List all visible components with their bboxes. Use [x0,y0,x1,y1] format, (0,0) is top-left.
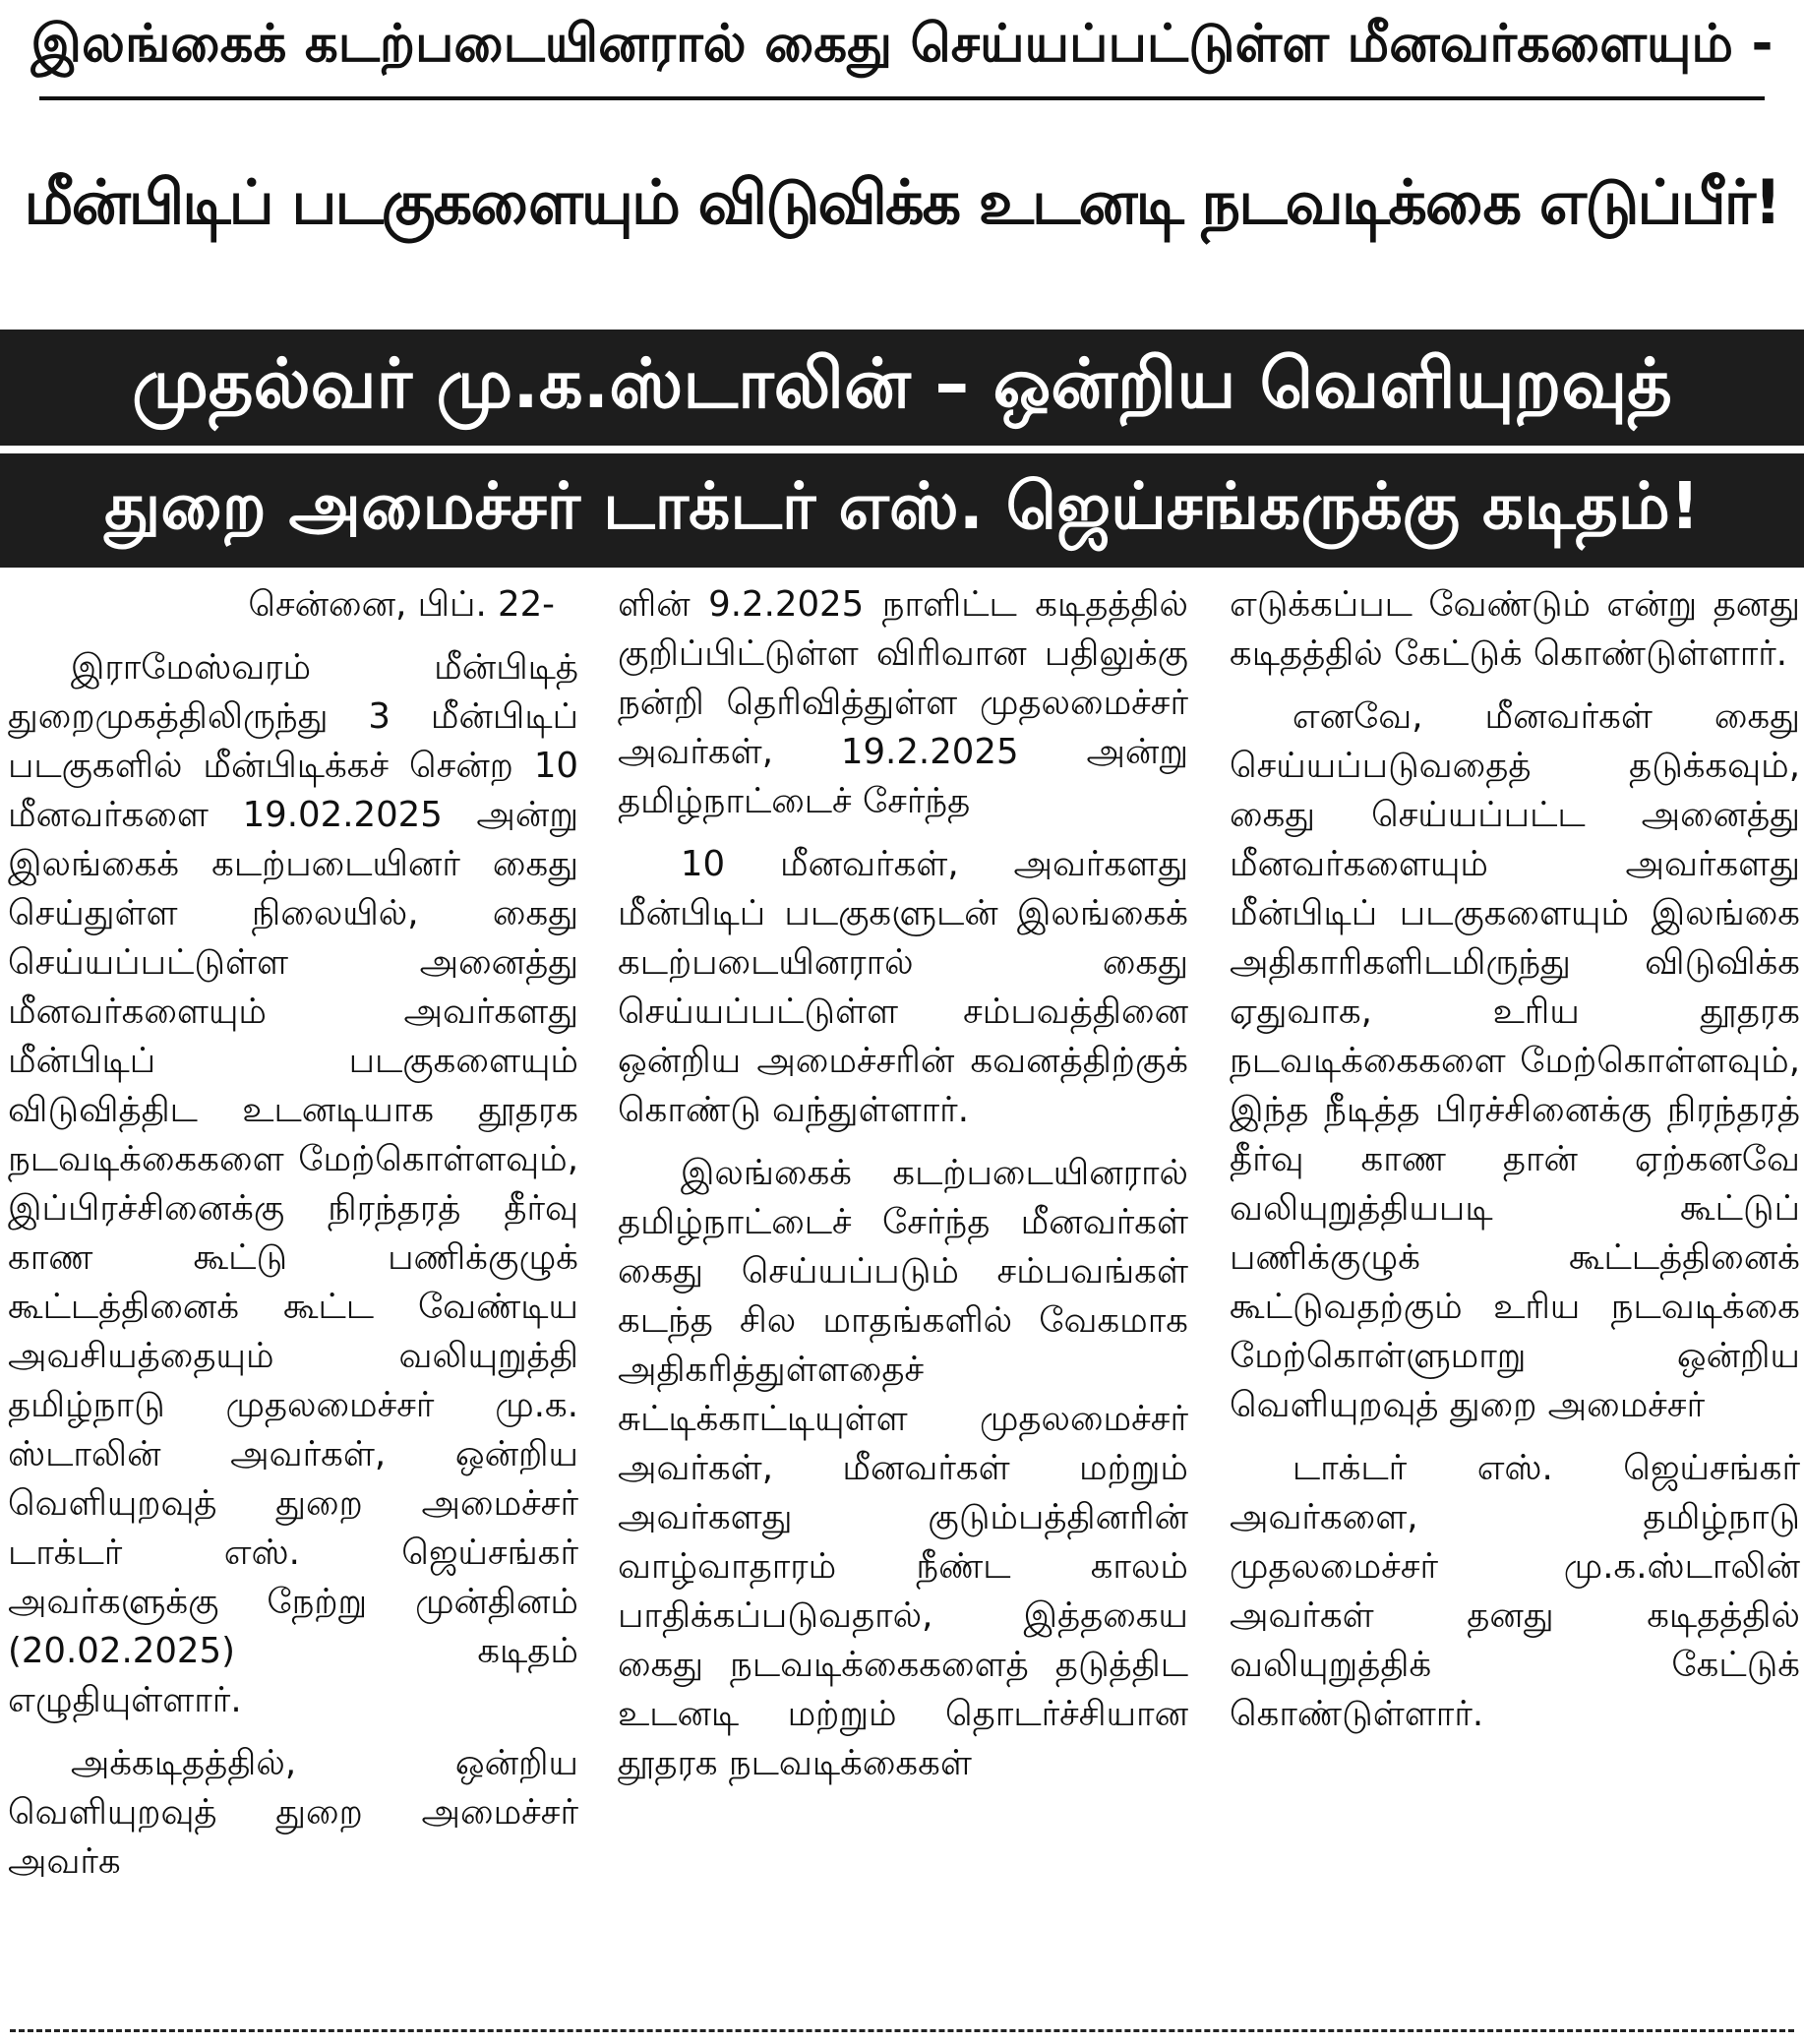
article-paragraph: 10 மீனவர்கள், அவர்களது மீன்பிடிப் படகுகளுடன் இலங்கைக் கடற்படையினரால் கைது செய்யப்பட்டுள்ள சம்பவத்தினை ஒன்றிய அமைச்சரின் கவனத்திற்குக் கொண்டு வந்துள்ளார். [618,844,1188,1130]
kicker-headline: இலங்கைக் கடற்படையினரால் கைது செய்யப்பட்டுள்ள மீனவர்களையும் - [30,14,1774,74]
article-paragraph: அக்கடிதத்தில், ஒன்றிய வெளியுறவுத் துறை அமைச்சர் அவர்க [8,1743,578,1882]
article-paragraph: இலங்கைக் கடற்படையினரால் தமிழ்நாட்டைச் சேர்ந்த மீனவர்கள் கைது செய்யப்படும் சம்பவங்கள் கடந்த சில மாதங்களில் வேகமாக அதிகரித்துள்ளதைச் சுட்டிக்காட்டியுள்ள முதலமைச்சர் அவர்கள், மீனவர்கள் மற்றும் அவர்களது குடும்பத்தினரின் வாழ்வாதாரம் நீண்ட காலம் பாதிக்கப்படுவதால், இத்தகைய கைது நடவடிக்கைகளைத் தடுத்திட உடனடி மற்றும் தொடர்ச்சியான தூதரக நடவடிக்கைகள் [618,1153,1188,1783]
main-headline: மீன்பிடிப் படகுகளையும் விடுவிக்க உடனடி நடவடிக்கை எடுப்பீர்! [24,166,1780,238]
article-paragraph: எடுக்கப்பட வேண்டும் என்று தனது கடிதத்தில் கேட்டுக் கொண்டுள்ளார். [1230,584,1800,674]
article-paragraph: இராமேஸ்வரம் மீன்பிடித் துறைமுகத்திலிருந்து 3 மீன்பிடிப் படகுகளில் மீன்பிடிக்கச் சென்ற 10 மீனவர்களை 19.02.2025 அன்று இலங்கைக் கடற்படையினர் கைது செய்துள்ள நிலையில், கைது செய்யப்பட்டுள்ள அனைத்து மீனவர்களையும் அவர்களது மீன்பிடிப் படகுகளையும் விடுவித்திட உடனடியாக தூதரக நடவடிக்கைகளை மேற்கொள்ளவும், இப்பிரச்சினைக்கு நிரந்தரத் தீர்வு காண கூட்டு பணிக்குழுக் கூட்டத்தினைக் கூட்ட வேண்டிய அவசியத்தையும் வலியுறுத்தி தமிழ்நாடு முதலமைச்சர் மு.க. ஸ்டாலின் அவர்கள், ஒன்றிய வெளியுறவுத் துறை அமைச்சர் டாக்டர் எஸ். ஜெய்சங்கர் அவர்களுக்கு நேற்று முன்தினம் (20.02.2025) கடிதம் எழுதியுள்ளார். [8,647,578,1720]
article-paragraph: டாக்டர் எஸ். ஜெய்சங்கர் அவர்களை, தமிழ்நாடு முதலமைச்சர் மு.க.ஸ்டாலின் அவர்கள் தனது கடிதத்தில் வலியுறுத்திக் கேட்டுக் கொண்டுள்ளார். [1230,1448,1800,1734]
article-body [0,580,1804,2007]
article-column-1 [8,580,578,1900]
article-paragraph: ளின் 9.2.2025 நாளிட்ட கடிதத்தில் குறிப்பிட்டுள்ள விரிவான பதிலுக்கு நன்றி தெரிவித்துள்ள முதலமைச்சர் அவர்கள், 19.2.2025 அன்று தமிழ்நாட்டைச் சேர்ந்த [618,584,1188,821]
article-column-3 [1230,580,1800,1753]
dateline: சென்னை, பிப். 22- [248,584,555,625]
article-paragraph: எனவே, மீனவர்கள் கைது செய்யப்படுவதைத் தடுக்கவும், கைது செய்யப்பட்ட அனைத்து மீனவர்களையும் அவர்களது மீன்பிடிப் படகுகளையும் இலங்கை அதிகாரிகளிடமிருந்து விடுவிக்க ஏதுவாக, உரிய தூதரக நடவடிக்கைகளை மேற்கொள்ளவும், இந்த நீடித்த பிரச்சினைக்கு நிரந்தரத் தீர்வு காண தான் ஏற்கனவே வலியுறுத்தியபடி கூட்டுப் பணிக்குழுக் கூட்டத்தினைக் கூட்டுவதற்கும் உரிய நடவடிக்கை மேற்கொள்ளுமாறு ஒன்றிய வெளியுறவுத் துறை அமைச்சர் [1230,696,1800,1425]
dashed-cut-line [10,2029,1794,2032]
subheadline-band-1: முதல்வர் மு.க.ஸ்டாலின் – ஒன்றிய வெளியுறவுத் [0,330,1804,446]
kicker-underline [39,96,1765,100]
article-column-2 [618,580,1188,1802]
subheadline-band-2: துறை அமைச்சர் டாக்டர் எஸ். ஜெய்சங்கருக்கு கடிதம்! [0,453,1804,568]
